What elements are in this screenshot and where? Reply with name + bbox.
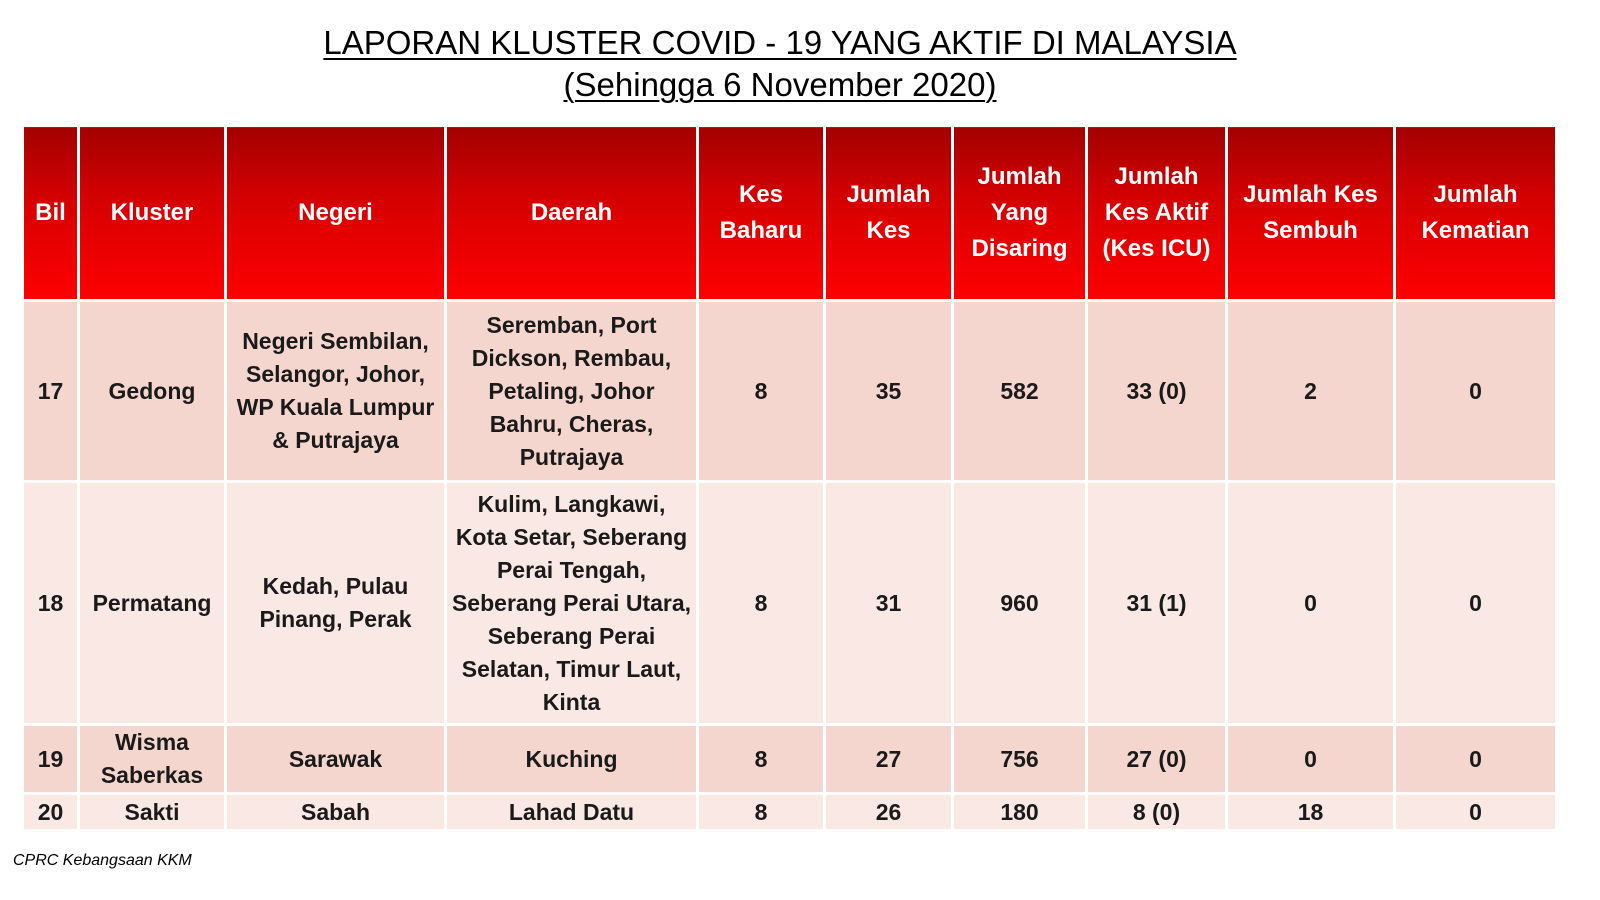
cell-negeri: Sabah: [226, 794, 446, 831]
cell-disaring: 960: [953, 482, 1087, 725]
table-row: [23, 301, 1557, 482]
cell-daerah: Kulim, Langkawi, Kota Setar, Seberang Perai Tengah, Seberang Perai Utara, Seberang Perai Selatan, Timur Laut, Kinta: [446, 482, 698, 725]
cell-negeri: Negeri Sembilan, Selangor, Johor, WP Kuala Lumpur & Putrajaya: [226, 301, 446, 482]
cell-daerah: Kuching: [446, 725, 698, 794]
cell-kes-baharu: 8: [698, 725, 825, 794]
cell-kes-baharu: 8: [698, 301, 825, 482]
cell-jumlah-kes: 31: [825, 482, 953, 725]
table-row: [23, 794, 1557, 831]
cell-kluster: Gedong: [79, 301, 226, 482]
header-jumlah-kes-aktif: Jumlah Kes Aktif (Kes ICU): [1087, 126, 1227, 301]
cell-aktif: 27 (0): [1087, 725, 1227, 794]
header-kluster: Kluster: [79, 126, 226, 301]
cell-kematian: 0: [1395, 794, 1557, 831]
cell-sembuh: 0: [1227, 725, 1395, 794]
cell-negeri: Kedah, Pulau Pinang, Perak: [226, 482, 446, 725]
header-jumlah-kematian: Jumlah Kematian: [1395, 126, 1557, 301]
cell-kematian: 0: [1395, 725, 1557, 794]
cell-daerah: Seremban, Port Dickson, Rembau, Petaling, Johor Bahru, Cheras, Putrajaya: [446, 301, 698, 482]
cell-daerah: Lahad Datu: [446, 794, 698, 831]
cell-jumlah-kes: 26: [825, 794, 953, 831]
header-negeri: Negeri: [226, 126, 446, 301]
table-row: [23, 725, 1557, 794]
header-kes-baharu: Kes Baharu: [698, 126, 825, 301]
cell-jumlah-kes: 27: [825, 725, 953, 794]
header-jumlah-kes-sembuh: Jumlah Kes Sembuh: [1227, 126, 1395, 301]
header-bil: Bil: [23, 126, 79, 301]
cell-sembuh: 0: [1227, 482, 1395, 725]
cell-disaring: 756: [953, 725, 1087, 794]
report-title-line1: LAPORAN KLUSTER COVID - 19 YANG AKTIF DI MALAYSIA: [323, 24, 1237, 61]
cell-kluster: Permatang: [79, 482, 226, 725]
table-header-row: [23, 126, 1557, 301]
report-title-line2: (Sehingga 6 November 2020): [563, 66, 997, 103]
cell-bil: 17: [23, 301, 79, 482]
cluster-table: [21, 124, 1558, 832]
cell-kes-baharu: 8: [698, 482, 825, 725]
cell-bil: 19: [23, 725, 79, 794]
cell-bil: 18: [23, 482, 79, 725]
cell-aktif: 33 (0): [1087, 301, 1227, 482]
cell-kluster: Wisma Saberkas: [79, 725, 226, 794]
cell-negeri: Sarawak: [226, 725, 446, 794]
source-footnote: CPRC Kebangsaan KKM: [13, 852, 192, 869]
cell-kluster: Sakti: [79, 794, 226, 831]
header-daerah: Daerah: [446, 126, 698, 301]
cell-bil: 20: [23, 794, 79, 831]
cell-aktif: 31 (1): [1087, 482, 1227, 725]
cell-sembuh: 18: [1227, 794, 1395, 831]
report-title: [0, 22, 1560, 106]
cell-aktif: 8 (0): [1087, 794, 1227, 831]
header-jumlah-disaring: Jumlah Yang Disaring: [953, 126, 1087, 301]
cell-disaring: 180: [953, 794, 1087, 831]
cell-sembuh: 2: [1227, 301, 1395, 482]
cell-disaring: 582: [953, 301, 1087, 482]
cell-kes-baharu: 8: [698, 794, 825, 831]
header-jumlah-kes: Jumlah Kes: [825, 126, 953, 301]
cell-kematian: 0: [1395, 482, 1557, 725]
table-row: [23, 482, 1557, 725]
cell-kematian: 0: [1395, 301, 1557, 482]
cell-jumlah-kes: 35: [825, 301, 953, 482]
